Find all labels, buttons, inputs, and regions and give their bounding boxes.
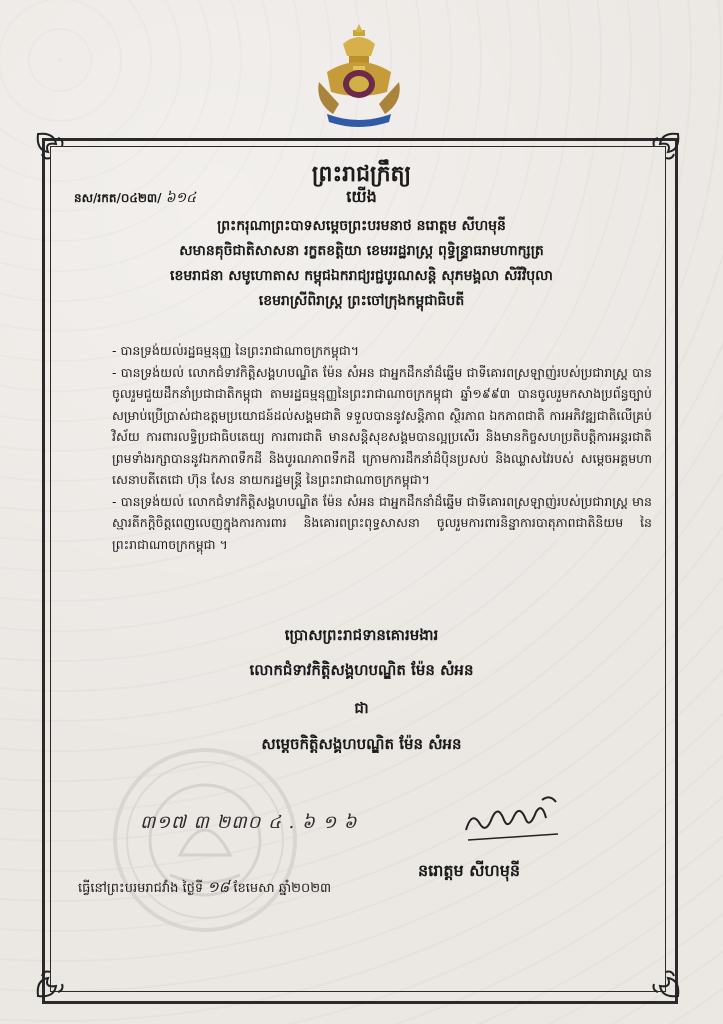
reference-handwritten: ៦១៤	[165, 190, 196, 206]
registry-handwritten: ៣១៧ ៣ ២៣០ ៤ . ៦ ១ ៦	[140, 812, 358, 833]
royal-coat-of-arms	[313, 22, 405, 134]
as-word: ជា	[354, 699, 369, 717]
royal-title-line: សមានគុចិជាតិសាសនា រក្ខតខត្តិយា ខេមររដ្ឋរាស្ត្រ ពុទ្ធិន្រ្ទាធរាមហាក្សត្រ	[179, 243, 544, 259]
corner-ornament-icon	[34, 960, 74, 1000]
date-prefix: ធ្វើនៅព្រះបរមរាជវាំង ថ្ងៃទី	[78, 881, 204, 896]
recipient-current-title: លោកជំទាវកិត្តិសង្គហបណ្ឌិត ម៉ែន សំអន	[249, 661, 474, 679]
royal-title-line: ព្រះករុណាព្រះបាទសម្តេចព្រះបរមនាថ នរោត្តម សីហមុនី	[217, 218, 506, 234]
date-day: ១៨	[207, 878, 230, 896]
embossed-royal-seal	[110, 745, 300, 935]
date-month-year: ខែមេសា ឆ្នាំ២០២៣	[233, 881, 332, 896]
corner-ornament-icon	[642, 960, 682, 1000]
body-paragraph: - បានទ្រង់យល់ លោកជំទាវកិត្តិសង្គហបណ្ឌិត ម៉ែន សំអន ជាអ្នកដឹកនាំដ៏ឆ្នើម ជាទីគោរពស្រឡាញ់របស់ប្រជារាស្ត្រ មានស្មារតីកក្តិចិត្តពេញលេញក្នុងការការពារ និងគោរពព្រះពុទ្ធសាសនា ចូលរួមការពារនិន្នាការបាតុភាពជាតិនិយម នៃព្រះរាជាណាចក្រកម្ពុជា ។	[112, 493, 652, 552]
body-paragraph: - បានទ្រង់យល់ លោកជំទាវកិត្តិសង្គហបណ្ឌិត ម៉ែន សំអន ជាអ្នកដឹកនាំដ៏ឆ្នើម ជាទីគោរពស្រឡាញ់របស់ប្រជារាស្ត្រ បានចូលរួមជួយដឹកនាំប្រជាជាតិកម្ពុជា តាមរដ្ឋធម្មនុញ្ញនៃព្រះរាជាណាចក្រកម្ពុជា ឆ្នាំ១៩៩៣ បានចូលរួមកសាងប្រព័ន្ធច្បាប់សម្រាប់ប្រើប្រាស់ជាឧត្តមប្រយោជន៍ដល់សង្គមជាតិ ទទួលបាននូវសន្តិភាព ស្ថិរភាព ឯកភាពជាតិ ការអភិវឌ្ឍជាតិលើគ្រប់វិស័យ ការពារលទ្ធិប្រជាធិបតេយ្យ ការពារជាតិ មានសន្តិសុខសង្គមបានល្អប្រសើរ និងមានកិច្ចសហប្រតិបត្តិការអន្តរជាតិ ព្រមទាំងរក្សាបាននូវឯកភាពទឹកដី និងបូរណភាពទឹកដី ក្រោមការដឹកនាំដ៏ប៉ិនប្រសប់ និងឈ្លាសវៃរបស់ សម្តេចអគ្គមហាសេនាបតីតេជោ ហ៊ុន សែន នាយករដ្ឋមន្ត្រី នៃព្រះរាជាណាចក្រកម្ពុជា។	[112, 364, 652, 487]
decree-heading: ប្រោសព្រះរាជទានគោរមងារ	[284, 626, 439, 644]
recipient-new-title: សម្តេចកិត្តិសង្គហបណ្ឌិត ម៉ែន សំអន	[261, 735, 462, 753]
signatory-name: នរោត្តម សីហមុនី	[418, 861, 521, 880]
royal-title-line: ខេមរាស្រីពិរាស្ត្រ ព្រះចៅក្រុងកម្ពុជាធិបតី	[258, 293, 465, 309]
decree-body	[112, 340, 652, 555]
royal-title-line: ខេមរាជនា សមូហោតាស កម្ពុជឯករាជ្យរជ្ជបូរណសន្តិ សុភមង្គលា សិរីវិបុលា	[170, 268, 553, 284]
reference-printed: នស/រកត/០៤២៣/	[74, 191, 162, 205]
document-title: ព្រះរាជក្រឹត្យ	[311, 162, 412, 187]
date-line	[78, 878, 331, 900]
royal-titles	[70, 214, 653, 314]
body-paragraph: - បានទ្រង់យល់រដ្ឋធម្មនុញ្ញ នៃព្រះរាជាណាចក្រកម្ពុជា។	[112, 343, 360, 358]
royal-signature	[458, 790, 568, 850]
document-subtitle: យើង	[346, 187, 377, 206]
